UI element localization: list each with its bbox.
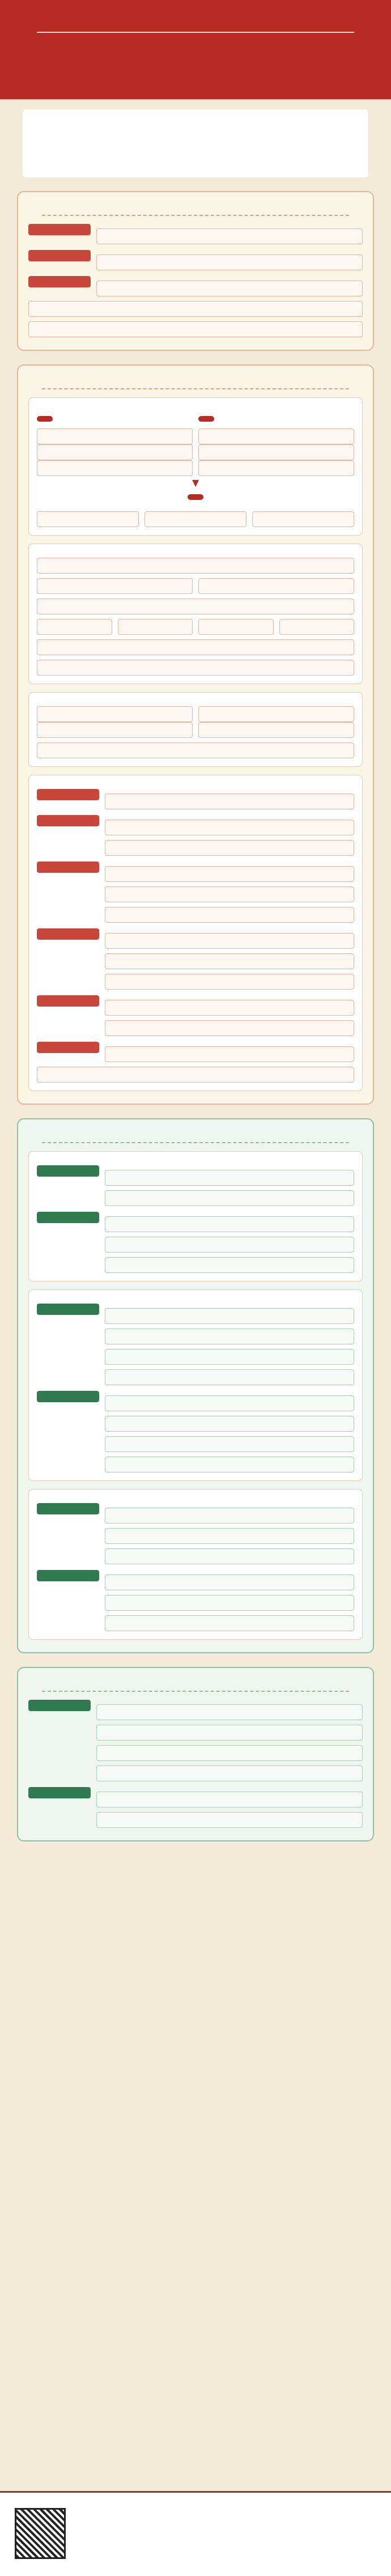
history-columns (37, 411, 354, 476)
column-heading (37, 416, 53, 422)
row-item (105, 1457, 354, 1472)
row-item (96, 1792, 363, 1807)
section-note (28, 301, 363, 317)
section-practice (17, 1118, 374, 1653)
history-logic-panel (28, 397, 363, 536)
row-item (105, 820, 354, 835)
reality-line (37, 599, 354, 614)
practice-item (198, 722, 354, 738)
section-title (42, 1135, 350, 1143)
list-item (198, 460, 354, 476)
row-label (37, 1304, 99, 1315)
practice-item (198, 706, 354, 722)
practice-panel (28, 692, 363, 767)
row-label (28, 276, 91, 287)
row-item (105, 1548, 354, 1564)
reality-item (198, 578, 354, 594)
list-item (37, 428, 193, 444)
section-necessity (17, 364, 374, 1105)
row-item (105, 1436, 354, 1452)
row-item (96, 1766, 363, 1781)
row-item (105, 1170, 354, 1186)
row-label (37, 862, 99, 873)
row-item (105, 1216, 354, 1232)
result-row (37, 511, 354, 527)
plan-row (37, 1503, 354, 1564)
title-rule (37, 32, 354, 33)
row-label (37, 1503, 99, 1514)
timeline-row (28, 276, 363, 296)
row-item (105, 1308, 354, 1324)
row-item (105, 1020, 354, 1036)
row-item (105, 974, 354, 990)
row-item (105, 1369, 354, 1385)
result-item (37, 511, 139, 527)
theory-row (37, 862, 354, 923)
row-item (96, 1812, 363, 1828)
era-row (28, 1787, 363, 1828)
down-arrow-icon: ▼ (192, 477, 199, 488)
reality-item (279, 619, 355, 635)
plan-row (37, 1304, 354, 1385)
row-label (37, 789, 99, 800)
section-new-era (17, 1667, 374, 1841)
result-item (252, 511, 354, 527)
row-item (96, 1725, 363, 1741)
plan-row (37, 1570, 354, 1631)
row-label (37, 815, 99, 826)
plan-panel (28, 1489, 363, 1640)
theory-logic-panel (28, 775, 363, 1091)
row-label (28, 1787, 91, 1798)
practice-row (37, 706, 354, 738)
section-title (42, 381, 350, 389)
era-row (28, 1700, 363, 1781)
row-item (105, 1615, 354, 1631)
row-label (37, 928, 99, 940)
row-item (105, 1508, 354, 1523)
result-pill (188, 494, 203, 500)
plan-panel (28, 1151, 363, 1281)
row-label (28, 250, 91, 261)
theory-row (37, 789, 354, 809)
theory-row (37, 1042, 354, 1062)
row-item (105, 1528, 354, 1544)
row-item (105, 907, 354, 923)
reality-item (118, 619, 193, 635)
reality-item (37, 619, 112, 635)
reality-item (198, 619, 274, 635)
result-item (144, 511, 246, 527)
theory-row (37, 815, 354, 856)
reality-line (37, 660, 354, 676)
timeline-row (28, 224, 363, 244)
row-item (105, 1000, 354, 1016)
row-item (105, 840, 354, 856)
row-item (96, 1745, 363, 1761)
row-item (105, 1416, 354, 1432)
practice-bottom (37, 742, 354, 758)
row-item (105, 886, 354, 902)
reality-cols (37, 578, 354, 594)
row-item (105, 793, 354, 809)
practice-item (37, 722, 193, 738)
theory-conclusion (37, 1067, 354, 1083)
plan-row (37, 1212, 354, 1273)
list-item (37, 444, 193, 460)
row-label (37, 1165, 99, 1177)
list-item (37, 460, 193, 476)
list-item (198, 428, 354, 444)
qr-code[interactable] (15, 2508, 66, 2559)
row-item (105, 1575, 354, 1590)
intro-box (23, 109, 368, 177)
theory-row (37, 928, 354, 990)
row-item (105, 1237, 354, 1253)
row-label (37, 1042, 99, 1053)
plan-row (37, 1165, 354, 1206)
row-label (37, 1570, 99, 1581)
row-item (105, 1257, 354, 1273)
row-text (96, 281, 363, 296)
row-item (105, 1349, 354, 1365)
section-concept (17, 191, 374, 351)
row-item (105, 1395, 354, 1411)
row-item (105, 953, 354, 969)
row-label (37, 995, 99, 1007)
header-banner (0, 0, 391, 99)
reality-item (37, 578, 193, 594)
row-label (37, 1212, 99, 1223)
reality-line (37, 558, 354, 574)
reality-line (37, 639, 354, 655)
row-item (105, 1329, 354, 1344)
theory-row (37, 995, 354, 1036)
section-summary (28, 321, 363, 337)
row-label (37, 1391, 99, 1402)
row-item (105, 1595, 354, 1611)
row-item (105, 1046, 354, 1062)
row-label (28, 1700, 91, 1711)
row-text (96, 228, 363, 244)
timeline-row (28, 250, 363, 270)
plan-row (37, 1391, 354, 1472)
practice-item (37, 706, 193, 722)
row-item (105, 866, 354, 882)
section-title (42, 1684, 350, 1692)
list-item (198, 444, 354, 460)
footer (0, 2491, 391, 2576)
reality-logic-panel (28, 544, 363, 684)
section-title (42, 208, 350, 216)
row-text (96, 254, 363, 270)
reality-cols (37, 619, 354, 635)
row-label (28, 224, 91, 235)
row-item (105, 933, 354, 949)
row-item (96, 1704, 363, 1720)
column-heading (198, 416, 214, 422)
row-item (105, 1190, 354, 1206)
plan-panel (28, 1289, 363, 1481)
